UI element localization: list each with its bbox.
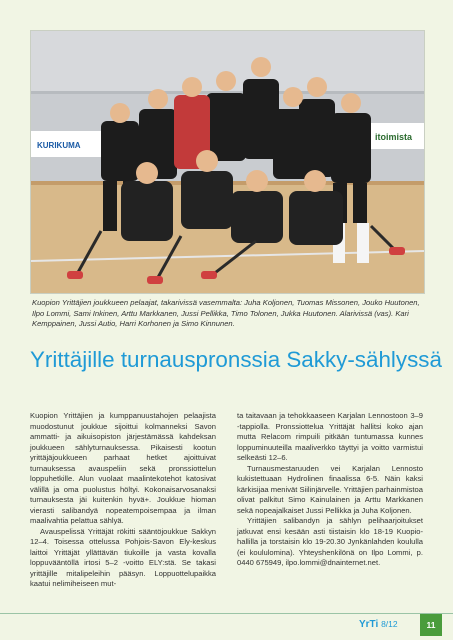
footer-divider [0, 613, 453, 614]
banner-right-text: itoimista [375, 132, 413, 142]
issue-number: 8/12 [381, 619, 398, 629]
banner-left-text: KURIKUMA [37, 141, 81, 150]
article-left-column [30, 411, 216, 590]
paragraph: Kuopion Yrittäjien ja kumppanuustahojen pelaajista muodostunut joukkue sijoittui kolmanneksi Savon ammatti- ja aikuisopiston järjestämässä kahdeksan joukkueen sählyturnauksessa. Pikaisesti kootun yrittäjäjoukkueen parhaat hetket ajoittuivat turnauksessa avauspeliin sekä pronssiottelun loppuhetkille. Alun vuolaat maalintekotehot katosivat välillä ja oma puolustus höltyi. Kokonaisarvosanaksi turnauksesta jäi kuitenkin hyvä+. Joukkue hioman vierasti salibandyä nopeatempoisempaa ja ilman maalivahtia pelattua sählyä. [30, 411, 216, 525]
team-photo [30, 30, 425, 294]
paragraph: Turnausmestaruuden vei Karjalan Lennosto kukistettuaan Hydrolinen finaalissa 6-5. Näin kaksi kärkisijaa menivät Siilinjärvelle. Yrittäjien parhainmistoa olivat palkitut Simo Kainulainen ja Arttu Markkanen sekä nopeajalkaiset Jussi Pellikka ja Juha Koljonen. [237, 463, 423, 515]
logo-text: YrTi [359, 619, 379, 630]
article-title: Yrittäjille turnauspronssia Sakky-sählyssä [30, 347, 442, 372]
paragraph: ta taitavaan ja tehokkaaseen Karjalan Lennostoon 3–9 -tappiolla. Pronssiottelua Yrittäjät hallitsi koko ajan mutta Relacom rimpuili pitkään tuntumassa kunnes loppuminuuteilla maaliverkko täyttyi ja voitto varmistui selkeästi 12–6. [237, 411, 423, 462]
paragraph: Yrittäjien salibandyn ja sählyn pelihaarjoitukset jatkuvat ensi kesään asti tiistaisin klo 18-19 Kuopio-hallilla ja torstaisin klo 19-20.30 Jynkänlahden koululla (ei koululomina). Yhteyshenkilönä on Ilpo Lommi, p. 0440 675949, ilpo.lommi@dnainternet.net. [237, 516, 423, 567]
photo-caption: Kuopion Yrittäjien joukkueen pelaajat, takarivissä vasemmalta: Juha Koljonen, Tuomas Missonen, Jouko Huutonen, Ilpo Lommi, Sami Inkinen, Arttu Markkanen, Jussi Pellikka, Timo Tolonen, Jukka Huutonen. Alarivissä (vas). Kari Kemppainen, Jussi Autio, Harri Korhonen ja Simo Kinnunen. [32, 298, 420, 329]
magazine-logo [359, 619, 398, 630]
article-right-column [237, 411, 423, 569]
paragraph: Avauspelissä Yrittäjät rökitti sääntöjoukkue Sakkyn 12–4. Toisessa ottelussa Pohjois-Savon Ely-keskus laittoi Yrittäjät yllättävän tiukoille ja vasta kovalla loppuvääntöllä irtosi 5–2 -voitto ELY:stä. Se takasi yrittäjille mitalipeleihin pääsyn. Loppuottelupaikka kaatui nelimiheiseen mut- [30, 526, 216, 588]
page-number: 11 [420, 614, 442, 636]
